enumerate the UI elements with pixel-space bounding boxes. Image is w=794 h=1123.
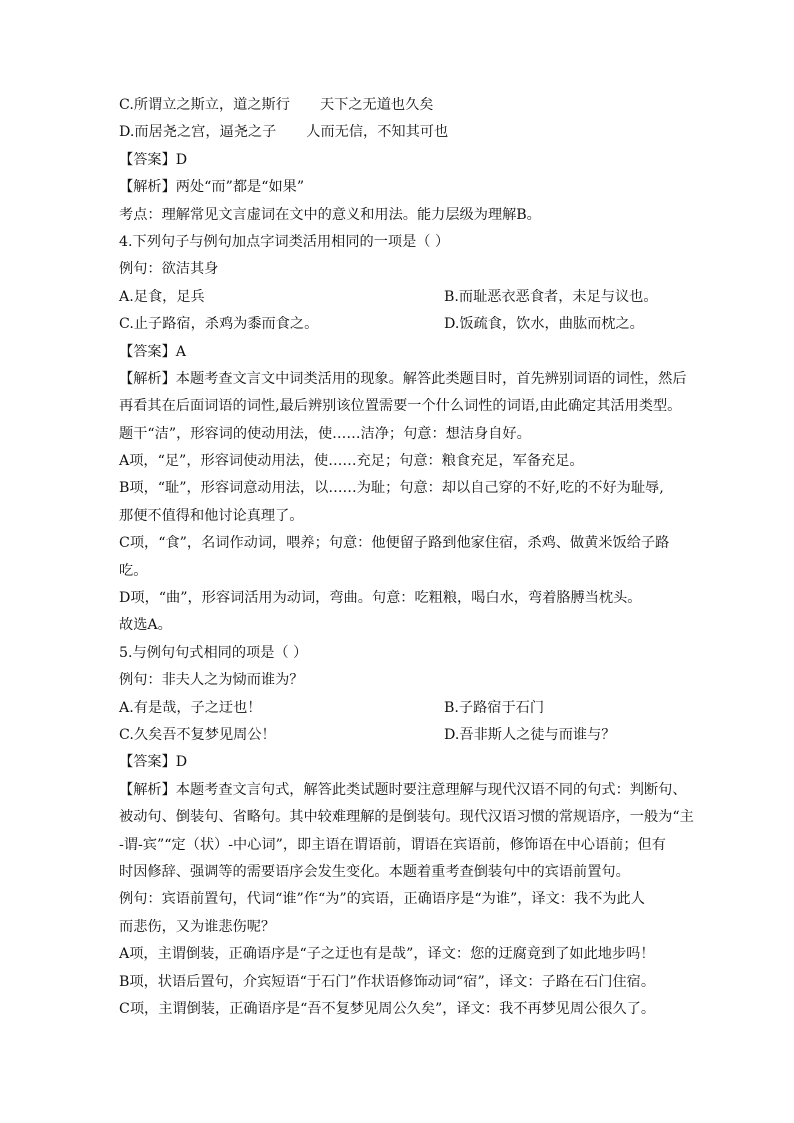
explanation-5-line-5: 例句：宾语前置句，代词“谁”作“为”的宾语，正确语序是“为谁”，译文：我不为此人 [119, 891, 645, 908]
q5-option-b: B.子路宿于石门 [444, 699, 545, 716]
explanation-4-line-10: 故选A。 [119, 617, 172, 634]
question-4-options-cd [119, 311, 689, 338]
option-d-right: 人而无信，不知其可也 [306, 124, 449, 141]
answer-3: 【答案】D [119, 151, 188, 168]
option-d-line [119, 119, 689, 146]
question-5: 5.与例句句式相同的项是（ ） [119, 644, 308, 661]
explanation-5-line-6: 而悲伤，又为谁悲伤呢？ [119, 918, 276, 935]
explanation-4-line-9: D项，“曲”，形容词活用为动词，弯曲。句意：吃粗粮，喝白水，弯着胳膊当枕头。 [119, 590, 642, 607]
option-c-left: C.所谓立之斯立，道之斯行 [119, 97, 290, 113]
question-4-options-ab [119, 284, 689, 311]
question-5-options-cd [119, 722, 689, 749]
explanation-5-line-8: B项，状语后置句，介宾短语“于石门”作状语修饰动词“宿”，译文：子路在石门住宿。 [119, 973, 656, 990]
explanation-4-line-4: A项，“足”，形容词使动用法，使……充足；句意：粮食充足，军备充足。 [119, 453, 584, 470]
explanation-3: 【解析】两处“而”都是“如果” [119, 179, 305, 196]
explanation-4-line-7: C项，“食”，名词作动词，喂养；句意：他便留子路到他家住宿，杀鸡、做黄米饭给子路 [119, 535, 670, 552]
option-d-left: D.而居尧之宫，逼尧之子 [119, 124, 277, 141]
q4-option-a: A.足食，足兵 [119, 288, 205, 305]
explanation-4-line-6: 那便不值得和他讨论真理了。 [119, 507, 304, 524]
q5-option-a: A.有是哉，子之迂也！ [119, 699, 262, 716]
option-c-line [119, 92, 689, 119]
document-page [119, 92, 694, 1023]
explanation-5-line-7: A项，主谓倒装，正确语序是“子之迂也有是哉”，译文：您的迂腐竟到了如此地步吗！ [119, 946, 655, 963]
explanation-4-line-8: 吃。 [119, 562, 148, 579]
q5-option-d: D.吾非斯人之徒与而谁与？ [444, 726, 616, 743]
explanation-4-line-3: 题干“洁”，形容词的使动用法，使……洁净；句意：想洁身自好。 [119, 425, 531, 442]
kaodian-3: 考点：理解常见文言虚词在文中的意义和用法。能力层级为理解B。 [119, 206, 541, 223]
explanation-5-line-2: 被动句、倒装句、省略句。其中较难理解的是倒装句。现代汉语习惯的常规语序，一般为“主 [119, 809, 694, 826]
explanation-4-line-5: B项，“耻”，形容词意动用法，以……为耻；句意：却以自己穿的不好,吃的不好为耻辱, [119, 480, 664, 497]
answer-5: 【答案】D [119, 754, 188, 771]
q5-option-c: C.久矣吾不复梦见周公！ [119, 726, 276, 743]
explanation-5-line-9: C项，主谓倒装，正确语序是“吾不复梦见周公久矣”，译文：我不再梦见周公很久了。 [119, 1000, 656, 1017]
explanation-5-line-3: -谓-宾”“定（状）-中心词”，即主语在谓语前，谓语在宾语前，修饰语在中心语前；但有 [119, 836, 666, 853]
question-4: 4.下列句子与例句加点字词类活用相同的一项是（ ） [119, 233, 450, 250]
question-5-example: 例句：非夫人之为恸而谁为？ [119, 672, 304, 689]
explanation-5-line-1: 【解析】本题考查文言句式，解答此类试题时要注意理解与现代汉语不同的句式：判断句、 [119, 781, 687, 798]
option-c-right: 天下之无道也久矣 [319, 97, 434, 113]
explanation-5-line-4: 时因修辞、强调等的需要语序会发生变化。本题着重考查倒装句中的宾语前置句。 [119, 863, 630, 880]
explanation-4-line-2: 再看其在后面词语的词性,最后辨别该位置需要一个什么词性的词语,由此确定其活用类型。 [119, 398, 682, 415]
question-4-example: 例句：欲洁其身 [119, 261, 219, 278]
q4-option-c: C.止子路宿，杀鸡为黍而食之。 [119, 316, 319, 333]
explanation-4-line-1: 【解析】本题考查文言文中词类活用的现象。解答此类题目时，首先辨别词语的词性，然后 [119, 370, 687, 387]
answer-4: 【答案】A [119, 343, 186, 360]
question-5-options-ab [119, 695, 689, 722]
q4-option-d: D.饭疏食，饮水，曲肱而枕之。 [444, 316, 644, 333]
q4-option-b: B.而耻恶衣恶食者，未足与议也。 [444, 288, 658, 305]
